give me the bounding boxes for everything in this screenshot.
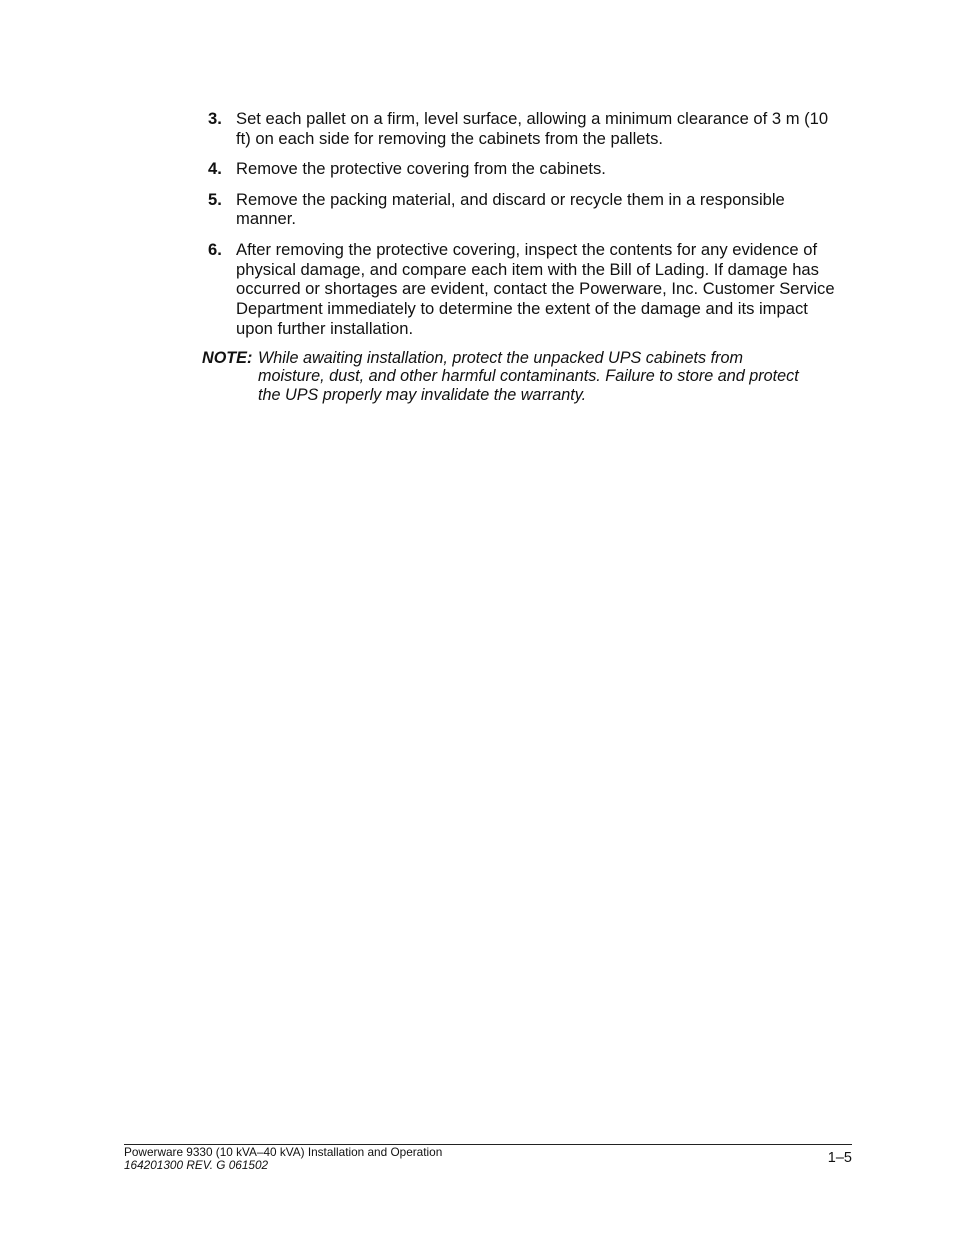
- step-text: Remove the packing material, and discard or recycle them in a responsible manner.: [236, 189, 785, 229]
- page-number: 1–5: [827, 1150, 852, 1166]
- step-number: 6.: [208, 239, 222, 259]
- procedure-steps: [204, 109, 844, 349]
- step-6: [204, 240, 844, 339]
- step-text: Set each pallet on a firm, level surface, allowing a minimum clearance of 3 m (10 ft) on each side for removing the cabinets from the pallets.: [236, 109, 829, 148]
- footer-doc-number: 164201300 REV. G 061502: [124, 1158, 269, 1172]
- step-4: [204, 159, 844, 179]
- step-text: Remove the protective covering from the cabinets.: [236, 159, 606, 179]
- footer-title: Powerware 9330 (10 kVA–40 kVA) Installation and Operation: [124, 1145, 443, 1159]
- step-number: 5.: [208, 189, 222, 209]
- step-number: 4.: [208, 159, 222, 179]
- note-label: NOTE:: [202, 349, 253, 367]
- step-3: [204, 109, 844, 149]
- note-text: While awaiting installation, protect the unpacked UPS cabinets from moisture, dust, and other harmful contaminants. Failure to store and protect the UPS properly may invalidate the warranty.: [258, 349, 799, 404]
- step-5: [204, 190, 844, 230]
- step-text: After removing the protective covering, inspect the contents for any evidence of physical damage, and compare each item with the Bill of Lading. If damage has occurred or shortages are evident, contact the Powerware, Inc. Customer Service Department immediately to determine the extent of the damage and its impact upon further installation.: [236, 239, 835, 338]
- note-block: [202, 349, 802, 404]
- step-number: 3.: [208, 109, 222, 128]
